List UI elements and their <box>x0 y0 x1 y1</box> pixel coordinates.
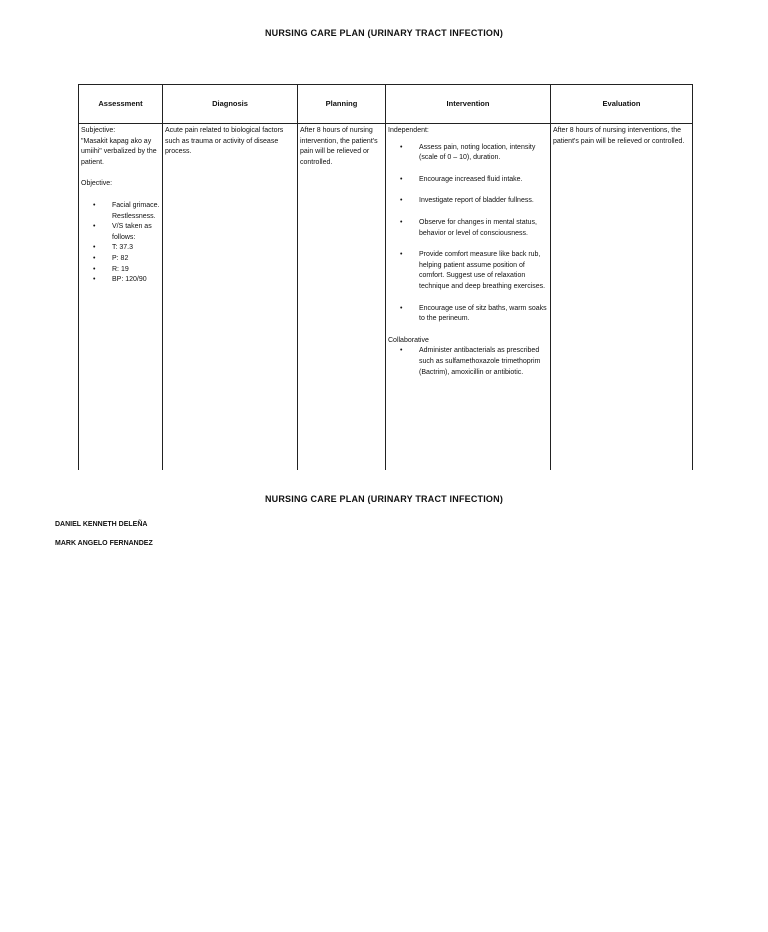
subjective-text: "Masakit kapag ako ay umiihi" verbalized by the patient. <box>81 137 157 166</box>
objective-list <box>81 201 160 286</box>
planning-text: After 8 hours of nursing intervention, the patient's pain will be relieved or controlled. <box>300 127 378 166</box>
collaborative-label: Collaborative <box>388 336 429 344</box>
header-evaluation: Evaluation <box>551 85 693 124</box>
independent-label: Independent: <box>388 127 429 134</box>
list-item: • T: 37.3 <box>81 243 160 254</box>
list-item: • Provide comfort measure like back rub, helping patient assume position of comfort. Suggest use of relaxation technique and deep breathing exercises. <box>388 250 548 292</box>
list-item: • V/S taken as follows: <box>81 222 160 243</box>
list-item: • Facial grimace. Restlessness. <box>81 201 160 222</box>
list-item: • BP: 120/90 <box>81 275 160 286</box>
list-item: • Encourage increased fluid intake. <box>388 175 548 186</box>
author-name: MARK ANGELO FERNANDEZ <box>55 540 153 547</box>
header-intervention: Intervention <box>386 85 551 124</box>
header-planning: Planning <box>298 85 386 124</box>
author-name: DANIEL KENNETH DELEÑA <box>55 521 148 528</box>
evaluation-text: After 8 hours of nursing interventions, the patient's pain will be relieved or controlled. <box>553 127 685 145</box>
intervention-cell <box>386 124 551 471</box>
table-row <box>79 124 693 471</box>
list-item: • R: 19 <box>81 265 160 276</box>
evaluation-cell <box>551 124 693 471</box>
diagnosis-cell <box>163 124 298 471</box>
subjective-label: Subjective: <box>81 127 116 134</box>
assessment-cell <box>79 124 163 471</box>
list-item: • Encourage use of sitz baths, warm soaks to the perineum. <box>388 304 548 325</box>
page-title: NURSING CARE PLAN (URINARY TRACT INFECTION) <box>264 28 504 38</box>
diagnosis-text: Acute pain related to biological factors such as trauma or activity of disease process. <box>165 127 284 156</box>
list-item: • Assess pain, noting location, intensity (scale of 0 – 10), duration. <box>388 143 548 164</box>
objective-label: Objective: <box>81 180 113 188</box>
page-title-repeat: NURSING CARE PLAN (URINARY TRACT INFECTION) <box>264 494 504 504</box>
list-item: • Observe for changes in mental status, behavior or level of consciousness. <box>388 218 548 239</box>
list-item: • Investigate report of bladder fullness. <box>388 196 548 207</box>
header-diagnosis: Diagnosis <box>163 85 298 124</box>
list-item: • P: 82 <box>81 254 160 265</box>
header-assessment: Assessment <box>79 85 163 124</box>
table-header-row <box>79 85 693 124</box>
care-plan-table <box>78 84 693 470</box>
collaborative-list <box>388 346 548 378</box>
list-item: • Administer antibacterials as prescribed such as sulfamethoxazole trimethoprim (Bactrim), amoxicillin or antibiotic. <box>388 346 548 378</box>
planning-cell <box>298 124 386 471</box>
independent-list <box>388 143 548 325</box>
